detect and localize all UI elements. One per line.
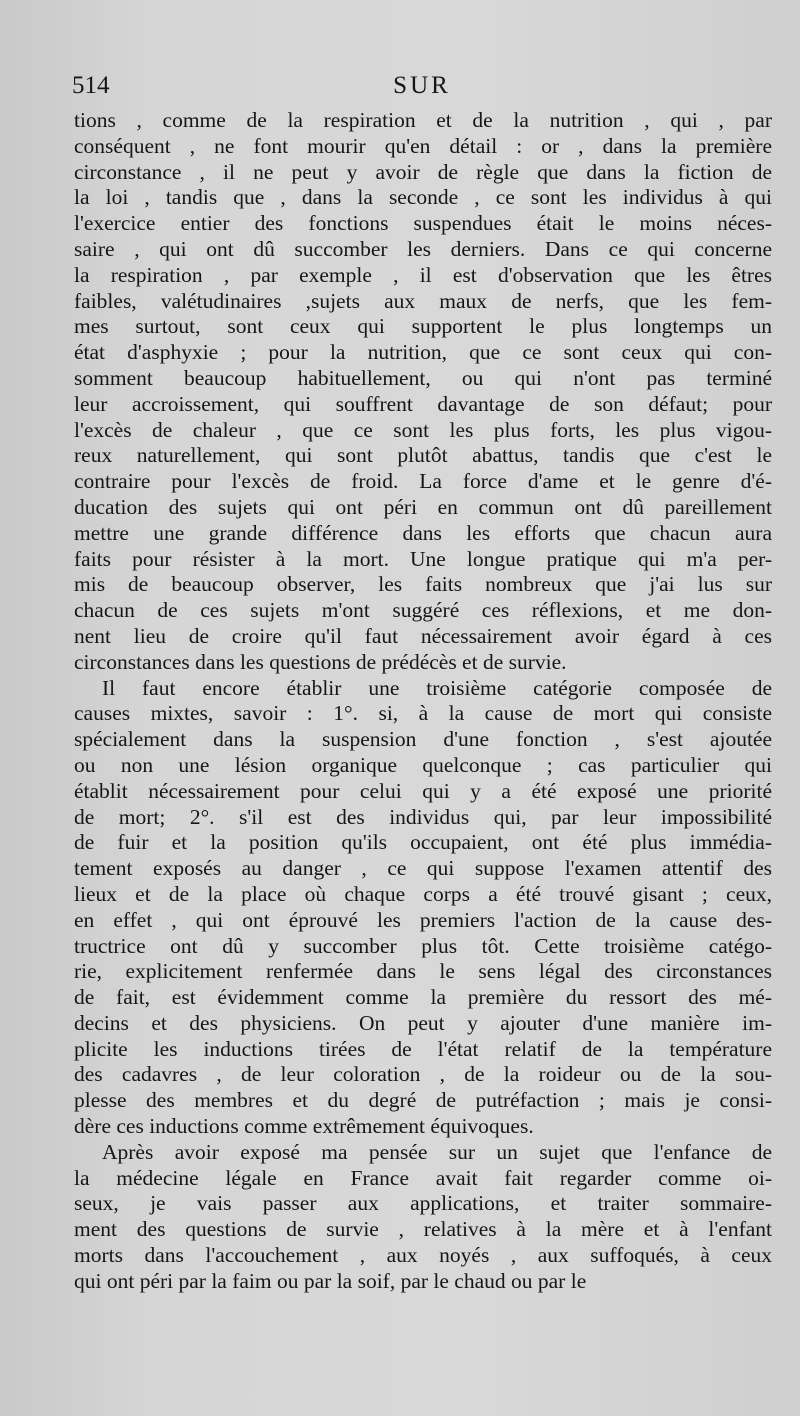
text-line: nent lieu de croire qu'il faut nécessairement avoir égard à ces bbox=[74, 623, 772, 648]
text-line: qui ont péri par la faim ou par la soif, par le chaud ou par le bbox=[74, 1268, 587, 1293]
text-line: l'exercice entier des fonctions suspendues était le moins néces- bbox=[74, 211, 772, 236]
text-line: de mort; 2°. s'il est des individus qui, par leur impossibilité bbox=[74, 804, 772, 829]
text-line: ou non une lésion organique quelconque ; cas particulier qui bbox=[74, 752, 772, 777]
text-line: Il faut encore établir une troisième catégorie composée de bbox=[102, 675, 772, 700]
text-line: des cadavres , de leur coloration , de la roideur ou de la sou- bbox=[74, 1062, 772, 1087]
paragraph bbox=[74, 1140, 772, 1295]
page-header bbox=[72, 72, 772, 106]
text-line: rie, explicitement renfermée dans le sens légal des circonstances bbox=[74, 959, 772, 984]
text-line: l'excès de chaleur , que ce sont les plus forts, les plus vigou- bbox=[74, 417, 772, 442]
text-line: faibles, valétudinaires ,sujets aux maux de nerfs, que les fem- bbox=[74, 288, 772, 313]
running-head: SUR bbox=[393, 72, 451, 99]
text-line: tions , comme de la respiration et de la nutrition , qui , par bbox=[74, 108, 772, 132]
text-line: leur accroissement, qui souffrent davantage de son défaut; pour bbox=[74, 391, 772, 416]
text-line: la médecine légale en France avait fait regarder comme oi- bbox=[74, 1165, 772, 1190]
paragraph bbox=[74, 108, 772, 676]
text-line: tructrice ont dû y succomber plus tôt. Cette troisième catégo- bbox=[74, 933, 772, 958]
text-line: lieux et de la place où chaque corps a été trouvé gisant ; ceux, bbox=[74, 881, 772, 906]
text-line: la loi , tandis que , dans la seconde , ce sont les individus à qui bbox=[74, 185, 772, 210]
text-line: spécialement dans la suspension d'une fonction , s'est ajoutée bbox=[74, 727, 772, 752]
page-number: 514 bbox=[72, 72, 110, 99]
text-line: ment des questions de survie , relatives à la mère et à l'enfant bbox=[74, 1217, 772, 1242]
text-line: decins et des physiciens. On peut y ajouter d'une manière im- bbox=[74, 1010, 772, 1035]
text-line: état d'asphyxie ; pour la nutrition, que ce sont ceux qui con- bbox=[74, 340, 772, 365]
text-line: mis de beaucoup observer, les faits nombreux que j'ai lus sur bbox=[74, 572, 772, 597]
paragraph bbox=[74, 676, 772, 1140]
text-line: seux, je vais passer aux applications, et traiter sommaire- bbox=[74, 1191, 772, 1216]
text-line: morts dans l'accouchement , aux noyés , aux suffoqués, à ceux bbox=[74, 1243, 772, 1268]
text-line: dère ces inductions comme extrêmement équivoques. bbox=[74, 1114, 534, 1139]
text-line: tement exposés au danger , ce qui suppose l'examen attentif des bbox=[74, 856, 772, 881]
text-line: de fait, est évidemment comme la première du ressort des mé- bbox=[74, 985, 772, 1010]
text-line: mettre une grande différence dans les efforts que chacun aura bbox=[74, 520, 772, 545]
text-line: mes surtout, sont ceux qui supportent le plus longtemps un bbox=[74, 314, 772, 339]
text-line: faits pour résister à la mort. Une longue pratique qui m'a per- bbox=[74, 546, 772, 571]
text-line: saire , qui ont dû succomber les derniers. Dans ce qui concerne bbox=[74, 236, 772, 261]
text-line: causes mixtes, savoir : 1°. si, à la cause de mort qui consiste bbox=[74, 701, 772, 726]
text-line: Après avoir exposé ma pensée sur un sujet que l'enfance de bbox=[102, 1139, 772, 1164]
text-line: plicite les inductions tirées de l'état relatif de la température bbox=[74, 1036, 772, 1061]
text-line: circonstances dans les questions de prédécès et de survie. bbox=[74, 649, 567, 674]
text-line: contraire pour l'excès de froid. La force d'ame et le genre d'é- bbox=[74, 469, 772, 494]
text-line: ducation des sujets qui ont péri en commun ont dû pareillement bbox=[74, 494, 772, 519]
text-line: de fuir et la position qu'ils occupaient, ont été plus immédia- bbox=[74, 830, 772, 855]
text-line: circonstance , il ne peut y avoir de règle que dans la fiction de bbox=[74, 159, 772, 184]
body-text bbox=[74, 108, 772, 1295]
text-line: établit nécessairement pour celui qui y a été exposé une priorité bbox=[74, 778, 772, 803]
text-line: somment beaucoup habituellement, ou qui n'ont pas terminé bbox=[74, 365, 772, 390]
text-line: la respiration , par exemple , il est d'observation que les êtres bbox=[74, 262, 772, 287]
text-line: reux naturellement, qui sont plutôt abattus, tandis que c'est le bbox=[74, 443, 772, 468]
text-line: en effet , qui ont éprouvé les premiers l'action de la cause des- bbox=[74, 907, 772, 932]
text-line: chacun de ces sujets m'ont suggéré ces réflexions, et me don- bbox=[74, 598, 772, 623]
text-line: plesse des membres et du degré de putréfaction ; mais je consi- bbox=[74, 1088, 772, 1113]
text-line: conséquent , ne font mourir qu'en détail : or , dans la première bbox=[74, 133, 772, 158]
